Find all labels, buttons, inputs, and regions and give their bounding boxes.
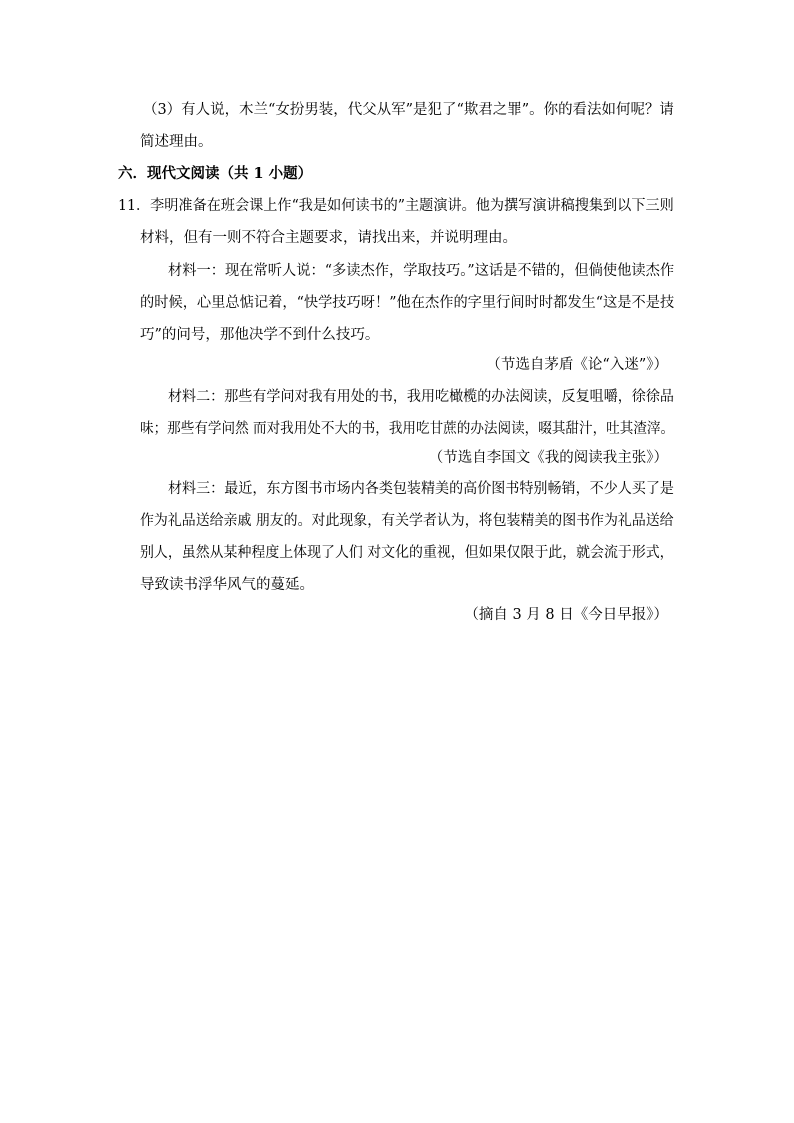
material-2-line-1: 材料二：那些有学问对我有用处的书，我用吃橄榄的办法阅读，反复咀嚼，徐徐品	[168, 389, 674, 405]
material-3-line-2: 作为礼品送给亲戚 朋友的。对此现象，有关学者认为，将包装精美的图书作为礼品送给	[140, 513, 674, 529]
material-1-line-2: 的时候，心里总惦记着，“快学技巧呀！”他在杰作的字里行间时时都发生“这是不是技	[140, 295, 675, 311]
question-11-line-1: 11．李明准备在班会课上作“我是如何读书的”主题演讲。他为撰写演讲稿搜集到以下三则	[118, 198, 674, 214]
material-3-line-1: 材料三：最近，东方图书市场内各类包装精美的高价图书特别畅销，不少人买了是	[168, 481, 674, 497]
material-3-line-4: 导致读书浮华风气的蔓延。	[140, 577, 314, 593]
question-3-line-1: （3）有人说，木兰“女扮男装，代父从军”是犯了“欺君之罪”。你的看法如何呢？请	[143, 102, 674, 118]
material-3-source: （摘自 3 月 8 日《今日早报》）	[464, 607, 668, 623]
material-1-line-3: 巧”的问号，那他决学不到什么技巧。	[140, 327, 380, 343]
material-1-source: （节选自茅盾《论“入迷”》）	[486, 357, 668, 373]
section-heading: 六．现代文阅读（共 1 小题）	[118, 165, 313, 182]
material-1-line-1: 材料一：现在常听人说：“多读杰作，学取技巧。”这话是不错的，但倘使他读杰作	[168, 263, 675, 279]
question-11-line-2: 材料，但有一则不符合主题要求，请找出来，并说明理由。	[140, 230, 517, 246]
material-2-line-2: 味；那些有学问然 而对我用处不大的书，我用吃甘蔗的办法阅读，啜其甜汁，吐其渣滓。	[140, 421, 675, 437]
material-3-line-3: 别人，虽然从某种程度上体现了人们 对文化的重视，但如果仅限于此，就会流于形式，	[140, 545, 674, 561]
question-3-line-2: 简述理由。	[140, 134, 213, 150]
material-2-source: （节选自李国文《我的阅读我主张》）	[428, 450, 668, 466]
